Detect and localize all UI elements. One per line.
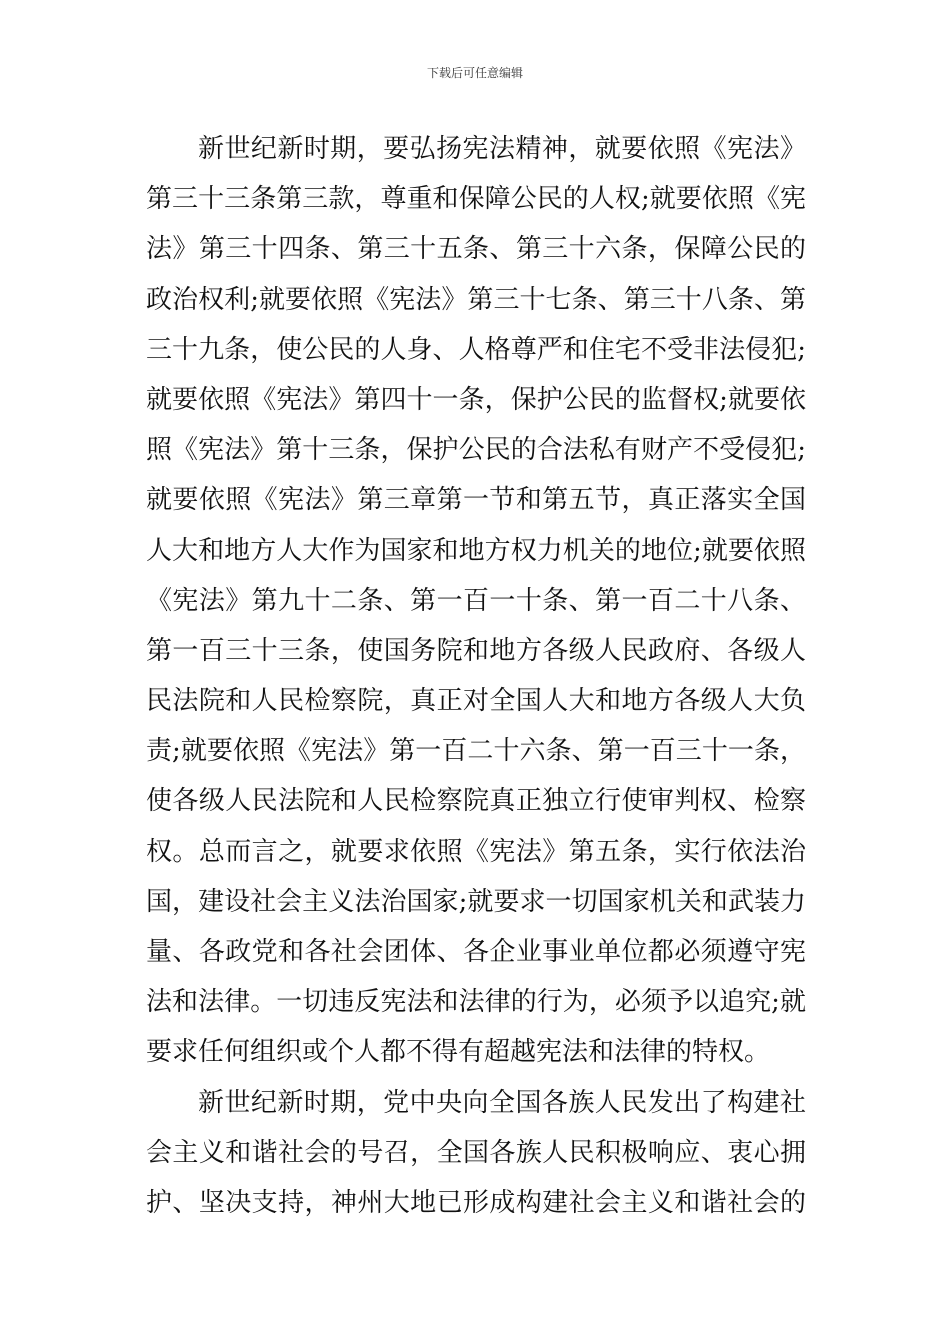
paragraph-1 (146, 124, 806, 1078)
page-header: 下载后可任意编辑 (426, 66, 523, 80)
text-line: 人大和地方人大作为国家和地方权力机关的地位;就要依照 (146, 535, 806, 566)
text-line: 第三十三条第三款，尊重和保障公民的人权;就要依照《宪 (146, 184, 806, 215)
text-line: 会主义和谐社会的号召，全国各族人民积极响应、衷心拥 (146, 1137, 806, 1168)
text-line: 《宪法》第九十二条、第一百一十条、第一百二十八条、 (146, 585, 806, 616)
text-line: 新世纪新时期，要弘扬宪法精神，就要依照《宪法》 (198, 134, 806, 164)
text-line: 权。总而言之，就要求依照《宪法》第五条，实行依法治 (146, 836, 806, 867)
text-line: 就要依照《宪法》第四十一条，保护公民的监督权;就要依 (146, 384, 806, 415)
text-line: 国，建设社会主义法治国家;就要求一切国家机关和武装力 (146, 886, 806, 917)
text-line: 民法院和人民检察院，真正对全国人大和地方各级人大负 (146, 686, 806, 717)
text-line: 政治权利;就要依照《宪法》第三十七条、第三十八条、第 (146, 284, 806, 315)
text-line: 护、坚决支持，神州大地已形成构建社会主义和谐社会的 (146, 1187, 806, 1218)
text-line: 新世纪新时期，党中央向全国各族人民发出了构建社 (198, 1087, 806, 1118)
text-line: 照《宪法》第十三条，保护公民的合法私有财产不受侵犯; (146, 435, 806, 466)
text-line: 第一百三十三条，使国务院和地方各级人民政府、各级人 (146, 635, 806, 666)
text-line: 法和法律。一切违反宪法和法律的行为，必须予以追究;就 (146, 987, 806, 1018)
text-line: 就要依照《宪法》第三章第一节和第五节，真正落实全国 (146, 485, 806, 516)
text-line: 三十九条，使公民的人身、人格尊严和住宅不受非法侵犯; (146, 334, 806, 365)
text-line: 要求任何组织或个人都不得有超越宪法和法律的特权。 (146, 1037, 771, 1068)
text-line: 法》第三十四条、第三十五条、第三十六条，保障公民的 (146, 234, 806, 265)
paragraph-2 (146, 1078, 806, 1229)
text-line: 量、各政党和各社会团体、各企业事业单位都必须遵守宪 (146, 937, 806, 967)
text-line: 责;就要依照《宪法》第一百二十六条、第一百三十一条， (146, 736, 806, 767)
document-body (146, 124, 806, 1228)
text-line: 使各级人民法院和人民检察院真正独立行使审判权、检察 (146, 786, 806, 817)
